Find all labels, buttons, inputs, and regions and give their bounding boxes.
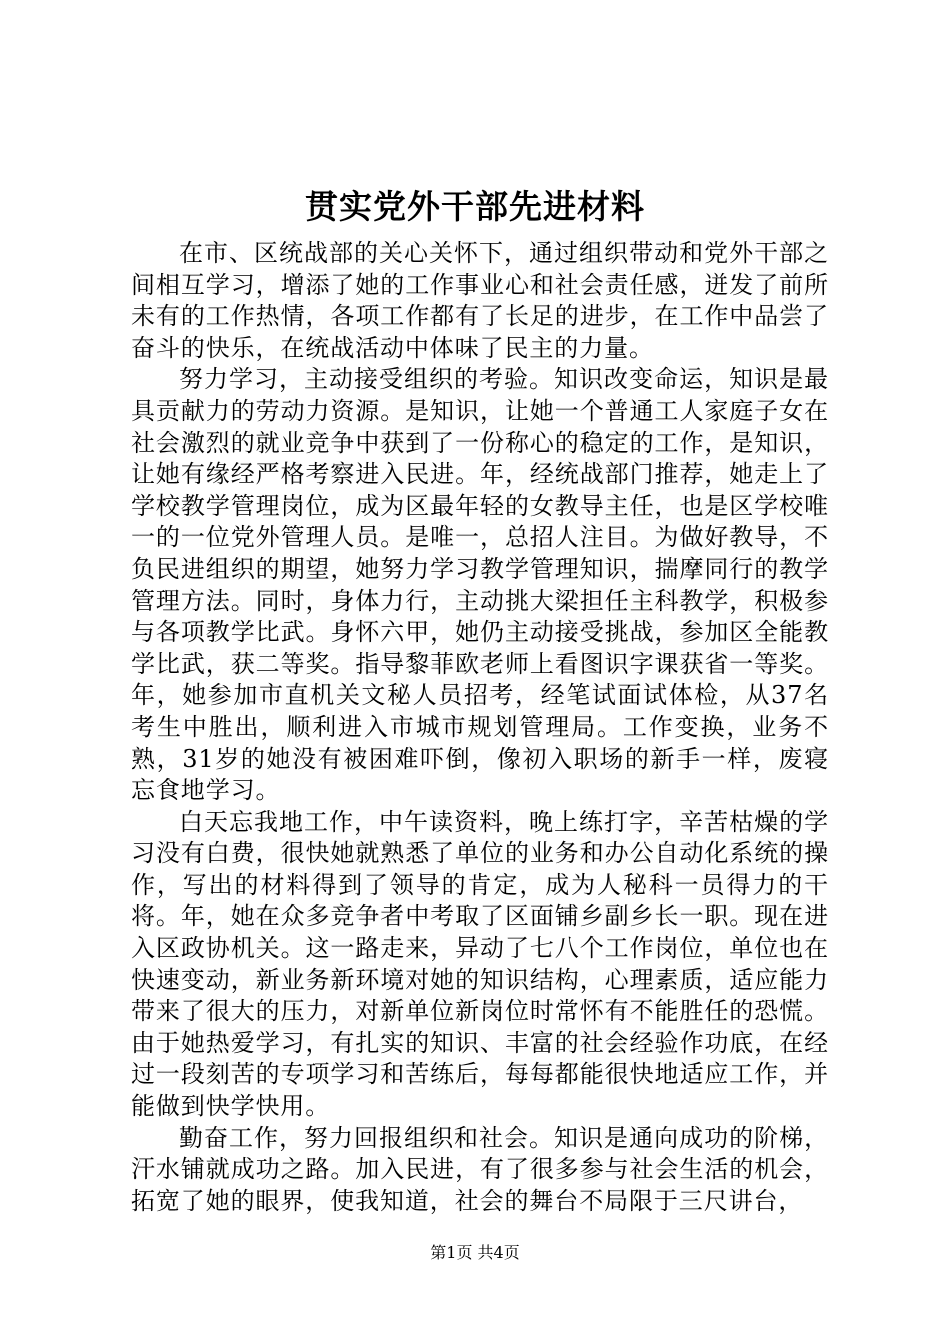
page-number-footer: 第1页 共4页 — [430, 1243, 520, 1262]
document-body — [131, 238, 829, 1217]
paragraph-diligent-work: 勤奋工作，努力回报组织和社会。知识是通向成功的阶梯，汗水铺就成功之路。加入民进，有了很多参与社会生活的机会，拓宽了她的眼界，使我知道，社会的舞台不局限于三尺讲台， — [131, 1123, 829, 1215]
paragraph-intro: 在市、区统战部的关心关怀下，通过组织带动和党外干部之间相互学习，增添了她的工作事业心和社会责任感，迸发了前所未有的工作热情，各项工作都有了长足的进步，在工作中品尝了奋斗的快乐，在统战活动中体味了民主的力量。 — [131, 239, 829, 362]
paragraph-study: 努力学习，主动接受组织的考验。知识改变命运，知识是最具贡献力的劳动力资源。是知识，让她一个普通工人家庭子女在社会激烈的就业竞争中获到了一份称心的稳定的工作，是知识，让她有缘经严格考察进入民进。年，经统战部门推荐，她走上了学校教学管理岗位，成为区最年轻的女教导主任，也是区学校唯一的一位党外管理人员。是唯一，总招人注目。为做好教导，不负民进组织的期望，她努力学习教学管理知识，揣摩同行的教学管理方法。同时，身体力行，主动挑大梁担任主科教学，积极参与各项教学比武。身怀六甲，她仍主动接受挑战，参加区全能教学比武，获二等奖。指导黎菲欧老师上看图识字课获省一等奖。年，她参加市直机关文秘人员招考，经笔试面试体检，从37名考生中胜出，顺利进入市城市规划管理局。工作变换，业务不熟，31岁的她没有被困难吓倒，像初入职场的新手一样，废寝忘食地学习。 — [131, 365, 829, 805]
paragraph-work-adaptation: 白天忘我地工作，中午读资料，晚上练打字，辛苦枯燥的学习没有白费，很快她就熟悉了单位的业务和办公自动化系统的操作，写出的材料得到了领导的肯定，成为人秘科一员得力的干将。年，她在众多竞争者中考取了区面铺乡副乡长一职。现在进入区政协机关。这一路走来，异动了七八个工作岗位，单位也在快速变动，新业务新环境对她的知识结构，心理素质，适应能力带来了很大的压力，对新单位新岗位时常怀有不能胜任的恐慌。由于她热爱学习，有扎实的知识、丰富的社会经验作功底，在经过一段刻苦的专项学习和苦练后，每每都能很快地适应工作，并能做到快学快用。 — [131, 807, 829, 1121]
document-title: 贯实党外干部先进材料 — [305, 187, 645, 226]
